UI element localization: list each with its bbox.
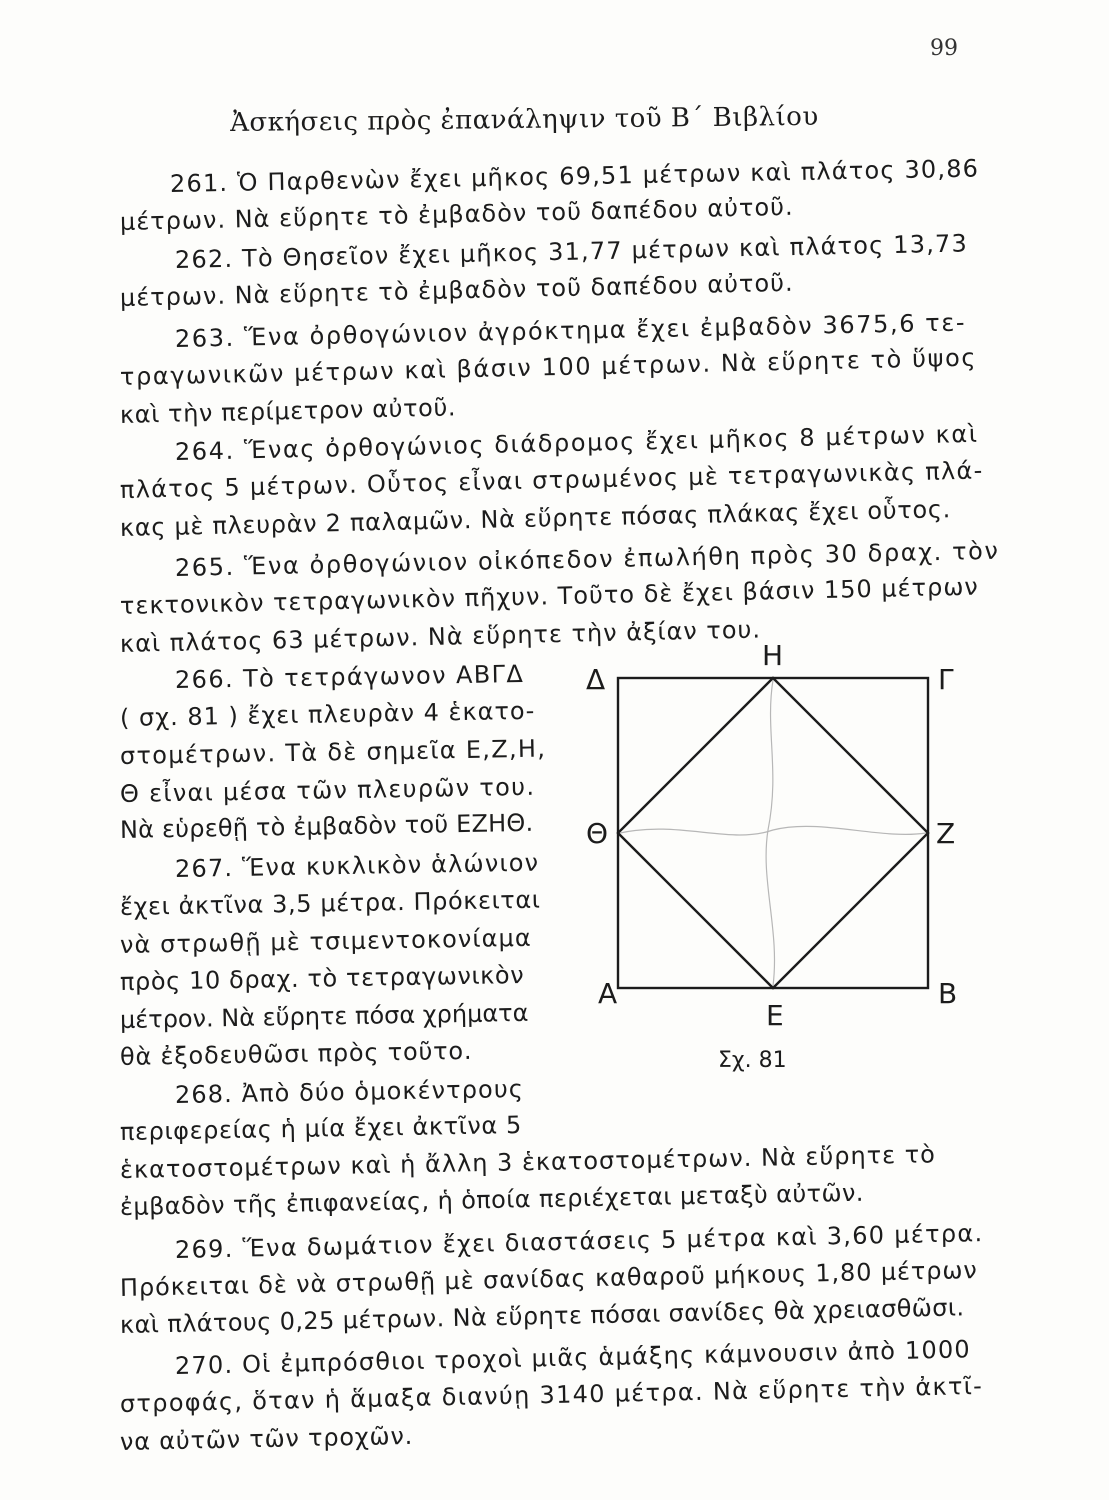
text-line: τραγωνικῶν μέτρων καὶ βάσιν 100 μέτρων. Νὰ εὕρητε τὸ ὕψος <box>119 343 978 391</box>
text-line: 266. Τὸ τετράγωνον ΑΒΓΔ <box>174 659 525 694</box>
text-line: 268. Ἀπὸ δύο ὁμοκέντρους <box>174 1074 525 1109</box>
text-line: Νὰ εὑρεθῇ τὸ ἐμβαδὸν τοῦ ΕΖΗΘ. <box>119 808 534 844</box>
text-line: κας μὲ πλευρὰν 2 παλαμῶν. Νὰ εὕρητε πόσας πλάκας ἔχει οὗτος. <box>119 495 952 542</box>
label-epsilon: Ε <box>766 999 784 1032</box>
text-line: στομέτρων. Τὰ δὲ σημεῖα Ε,Ζ,Η, <box>119 734 547 770</box>
text-line: να αὐτῶν τῶν τροχῶν. <box>119 1421 414 1456</box>
text-line: στροφάς, ὅταν ἡ ἅμαξα διανύῃ 3140 μέτρα. Νὰ εὕρητε τὴν ἀκτῖ- <box>119 1371 984 1418</box>
text-line: 265. Ἕνα ὀρθογώνιον οἰκόπεδον ἐπωλήθη πρὸς 30 δραχ. τὸν <box>174 536 1000 582</box>
text-line: Πρόκειται δὲ νὰ στρωθῇ μὲ σανίδας καθαροῦ μήκους 1,80 μέτρων <box>119 1256 978 1302</box>
figure-caption: Σχ. 81 <box>718 1048 787 1073</box>
text-line: καὶ τὴν περίμετρον αὐτοῦ. <box>119 393 457 429</box>
text-line: μέτρων. Νὰ εὕρητε τὸ ἐμβαδὸν τοῦ δαπέδου αὐτοῦ. <box>119 268 794 312</box>
label-gamma: Γ <box>938 663 954 696</box>
page-number: 99 <box>930 36 958 61</box>
text-line: μέτρον. Νὰ εὕρητε πόσα χρήματα <box>119 998 529 1034</box>
faint-pencil-marks <box>620 680 926 986</box>
text-line: Θ εἶναι μέσα τῶν πλευρῶν του. <box>119 772 536 808</box>
text-line: 263. Ἕνα ὀρθογώνιον ἀγρόκτημα ἔχει ἐμβαδὸν 3675,6 τε- <box>174 308 967 353</box>
label-delta: Δ <box>586 663 606 696</box>
text-line: 262. Τὸ Θησεῖον ἔχει μῆκος 31,77 μέτρων καὶ πλάτος 13,73 <box>174 229 969 274</box>
text-line: 264. Ἕνας ὀρθογώνιος διάδρομος ἔχει μῆκος 8 μέτρων καὶ <box>174 419 979 466</box>
label-alpha: Α <box>598 977 618 1010</box>
text-line: 270. Οἱ ἐμπρόσθιοι τροχοὶ μιᾶς ἁμάξης κάμνουσιν ἀπὸ 1000 <box>174 1335 972 1380</box>
text-line: ( σχ. 81 ) ἔχει πλευρὰν 4 ἑκατο- <box>119 696 536 732</box>
text-line: περιφερείας ἡ μία ἔχει ἀκτῖνα 5 <box>119 1110 523 1146</box>
text-line: 269. Ἕνα δωμάτιον ἔχει διαστάσεις 5 μέτρα καὶ 3,60 μέτρα. <box>174 1219 984 1264</box>
text-line: ἔχει ἀκτῖνα 3,5 μέτρα. Πρόκειται <box>119 885 541 921</box>
text-line: πρὸς 10 δραχ. τὸ τετραγωνικὸν <box>119 960 525 996</box>
label-theta: Θ <box>586 817 609 850</box>
text-line: μέτρων. Νὰ εὕρητε τὸ ἐμβαδὸν τοῦ δαπέδου αὐτοῦ. <box>119 192 794 236</box>
page-title: Ἀσκήσεις πρὸς ἐπανάληψιν τοῦ Β΄ Βιβλίου <box>230 101 819 138</box>
text-line: καὶ πλάτος 63 μέτρων. Νὰ εὕρητε τὴν ἀξίαν του. <box>119 615 762 658</box>
label-beta: Β <box>938 977 958 1010</box>
label-zeta: Ζ <box>936 817 956 850</box>
text-line: 267. Ἕνα κυκλικὸν ἁλώνιον <box>174 848 540 883</box>
text-line: πλάτος 5 μέτρων. Οὗτος εἶναι στρωμένος μὲ τετραγωνικὰς πλά- <box>119 456 984 504</box>
text-line: καὶ πλάτους 0,25 μέτρων. Νὰ εὕρητε πόσαι σανίδες θὰ χρειασθῶσι. <box>119 1293 965 1339</box>
figure-81 <box>580 640 980 1080</box>
text-line: τεκτονικὸν τετραγωνικὸν πῆχυν. Τοῦτο δὲ ἔχει βάσιν 150 μέτρων <box>119 572 980 620</box>
text-line: ἑκατοστομέτρων καὶ ἡ ἄλλη 3 ἑκατοστομέτρων. Νὰ εὕρητε τὸ <box>119 1140 937 1184</box>
text-line: 261. Ὁ Παρθενὼν ἔχει μῆκος 69,51 μέτρων καὶ πλάτος 30,86 <box>169 154 980 198</box>
text-line: νὰ στρωθῇ μὲ τσιμεντοκονίαμα <box>119 923 533 959</box>
text-line: θὰ ἐξοδευθῶσι πρὸς τοῦτο. <box>119 1036 473 1071</box>
label-eta: Η <box>762 639 784 672</box>
text-line: ἐμβαδὸν τῆς ἐπιφανείας, ἡ ὁποία περιέχεται μεταξὺ αὐτῶν. <box>119 1178 865 1221</box>
